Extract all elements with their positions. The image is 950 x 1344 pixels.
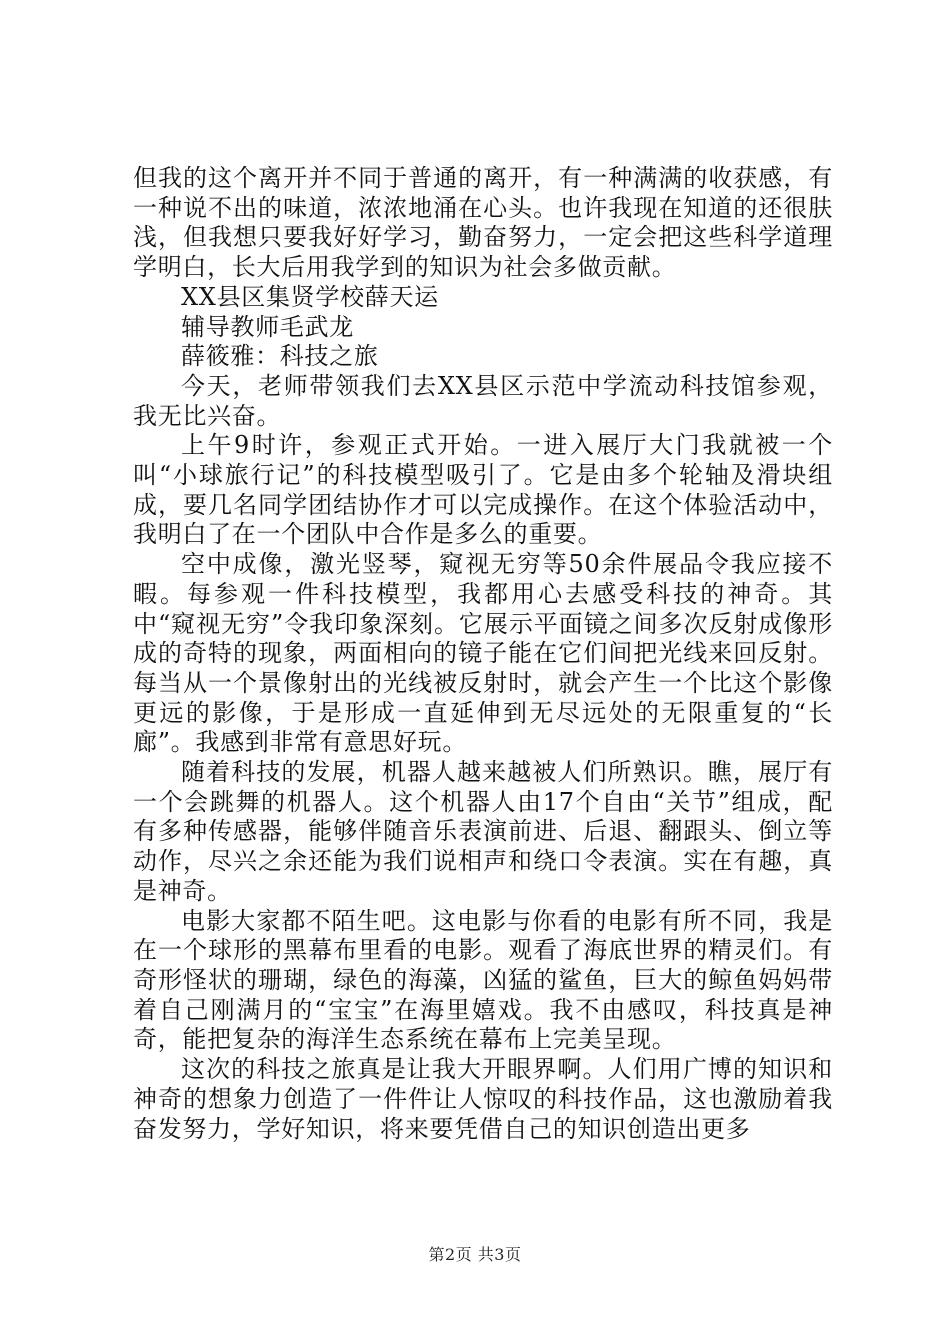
page-footer: 第2页 共3页: [428, 1245, 522, 1264]
paragraph-continuation: 但我的这个离开并不同于普通的离开，有一种满满的收获感，有一种说不出的味道，浓浓地涌在心头。也许我现在知道的还很肤浅，但我想只要我好好学习，勤奋努力，一定会把这些科学道理学明白，长大后用我学到的知识为社会多做贡献。: [133, 164, 833, 282]
paragraph: 今天，老师带领我们去XX县区示范中学流动科技馆参观，我无比兴奋。: [133, 371, 833, 430]
paragraph: 空中成像，激光竖琴，窥视无穷等50余件展品令我应接不暇。每参观一件科技模型，我都用心去感受科技的神奇。其中“窥视无穷”令我印象深刻。它展示平面镜之间多次反射成像形成的奇特的现象，两面相向的镜子能在它们间把光线来回反射。每当从一个景像射出的光线被反射时，就会产生一个比这个影像更远的影像，于是形成一直延伸到无尽远处的无限重复的“长廊”。我感到非常有意思好玩。: [133, 550, 833, 757]
essay-title: 薛筱雅：科技之旅: [181, 342, 379, 371]
paragraph: 这次的科技之旅真是让我大开眼界啊。人们用广博的知识和神奇的想象力创造了一件件让人惊叹的科技作品，这也激励着我奋发努力，学好知识，将来要凭借自己的知识创造出更多: [133, 1055, 833, 1143]
document-body: [133, 164, 833, 1144]
author-line: XX县区集贤学校薛天运: [181, 282, 439, 311]
paragraph: 上午9时许，参观正式开始。一进入展厅大门我就被一个叫“小球旅行记”的科技模型吸引了。它是由多个轮轴及滑块组成，要几名同学团结协作才可以完成操作。在这个体验活动中，我明白了在一个团队中合作是多么的重要。: [133, 431, 833, 549]
paragraph: 随着科技的发展，机器人越来越被人们所熟识。瞧，展厅有一个会跳舞的机器人。这个机器人由17个自由“关节”组成，配有多种传感器，能够伴随音乐表演前进、后退、翻跟头、倒立等动作，尽兴之余还能为我们说相声和绕口令表演。实在有趣，真是神奇。: [133, 758, 833, 905]
teacher-line: 辅导教师毛武龙: [181, 312, 354, 341]
paragraph: 电影大家都不陌生吧。这电影与你看的电影有所不同，我是在一个球形的黑幕布里看的电影。观看了海底世界的精灵们。有奇形怪状的珊瑚，绿色的海藻，凶猛的鲨鱼，巨大的鲸鱼妈妈带着自己刚满月的“宝宝”在海里嬉戏。我不由感叹，科技真是神奇，能把复杂的海洋生态系统在幕布上完美呈现。: [133, 906, 833, 1054]
